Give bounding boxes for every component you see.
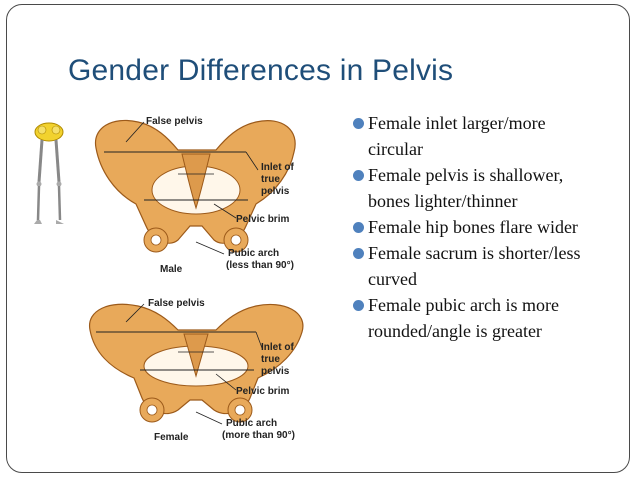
skeleton-thumbnail (28, 120, 70, 232)
male-sex-label: Male (160, 264, 183, 275)
female-pelvic-brim-label: Pelvic brim (236, 386, 290, 397)
male-false-pelvis-label: False pelvis (146, 116, 203, 127)
bullet-item: Female sacrum is shorter/less curved (350, 240, 590, 292)
bullet-list (350, 110, 590, 344)
female-pubic-arch-note: (more than 90°) (222, 430, 295, 441)
female-inlet-label-2: true (261, 354, 280, 365)
male-pubic-arch-label: Pubic arch (228, 248, 280, 259)
female-inlet-label-1: Inlet of (261, 342, 294, 353)
bullet-item: Female pubic arch is more rounded/angle is greater (350, 292, 590, 344)
female-pelvis-figure (86, 290, 308, 450)
male-inlet-label-3: pelvis (261, 186, 290, 197)
female-inlet-label-3: pelvis (261, 366, 290, 377)
female-pubic-arch-label: Pubic arch (226, 418, 278, 429)
male-pubic-arch-note: (less than 90°) (226, 260, 294, 271)
male-inlet-label-2: true (261, 174, 280, 185)
female-sex-label: Female (154, 432, 189, 443)
slide-title: Gender Differences in Pelvis (68, 54, 454, 87)
bullet-item: Female pelvis is shallower, bones lighter/thinner (350, 162, 590, 214)
male-pelvic-brim-label: Pelvic brim (236, 214, 290, 225)
bullet-item: Female inlet larger/more circular (350, 110, 590, 162)
male-pelvis-figure (86, 108, 308, 278)
male-inlet-label-1: Inlet of (261, 162, 294, 173)
female-false-pelvis-label: False pelvis (148, 298, 205, 309)
bullet-item: Female hip bones flare wider (350, 214, 590, 240)
